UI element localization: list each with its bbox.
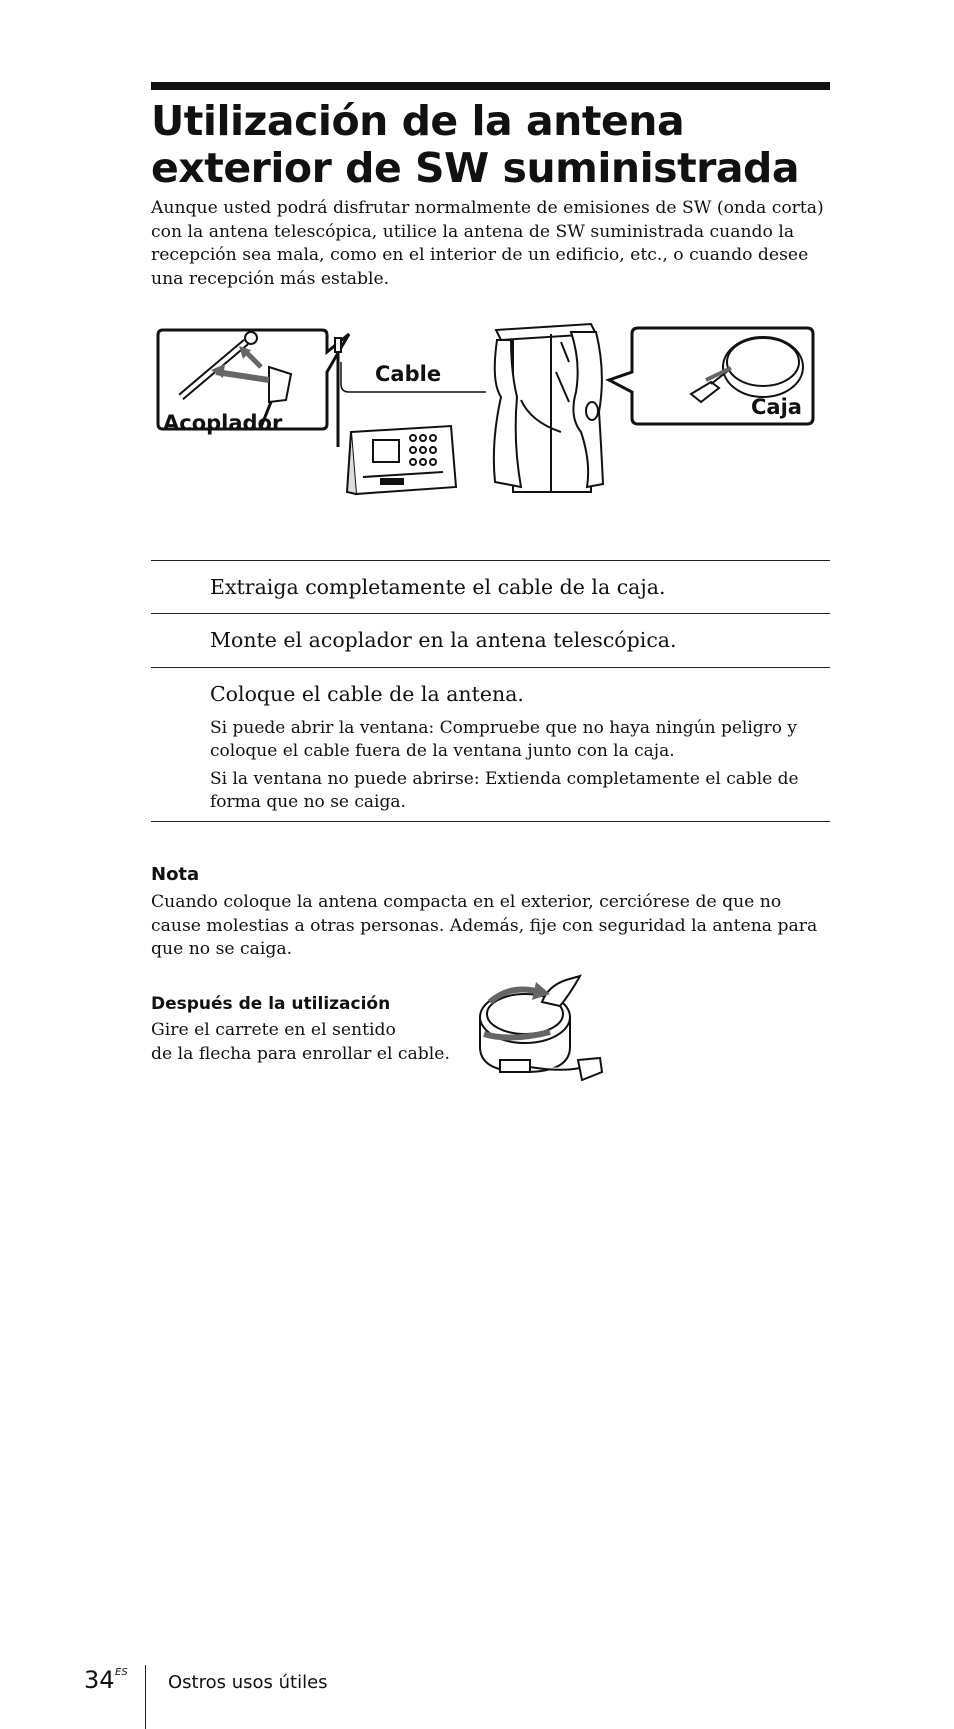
title-rule xyxy=(151,82,830,90)
section-name: Ostros usos útiles xyxy=(168,1672,328,1693)
page-language-suffix: ES xyxy=(115,1667,128,1678)
note-heading: Nota xyxy=(151,864,200,885)
step-divider xyxy=(151,821,830,822)
reel-wind-illustration xyxy=(470,972,610,1094)
step-divider xyxy=(151,560,830,561)
step-2-text: Monte el acoplador en la antena telescópica. xyxy=(210,628,677,652)
after-use-heading: Después de la utilización xyxy=(151,994,391,1014)
antenna-setup-illustration xyxy=(151,322,831,537)
cable-label: Cable xyxy=(375,362,442,386)
page-number: 34 xyxy=(84,1666,115,1694)
step-1-text: Extraiga completamente el cable de la caja. xyxy=(210,575,666,599)
footer-divider xyxy=(145,1665,146,1729)
step-3-detail-open: Si puede abrir la ventana: Compruebe que no haya ningún peligro y coloque el cable fuera de la ventana junto con la caja. xyxy=(210,718,798,761)
window-icon xyxy=(494,324,603,492)
box-label: Caja xyxy=(751,395,802,419)
step-3-detail-closed: Si la ventana no puede abrirse: Extienda completamente el cable de forma que no se caiga. xyxy=(210,769,799,812)
after-use-line-1: Gire el carrete en el sentido xyxy=(151,1020,396,1040)
step-divider xyxy=(151,613,830,614)
step-divider xyxy=(151,667,830,668)
page-title: Utilización de la antena exterior de SW suministrada xyxy=(151,97,800,192)
step-3-text: Coloque el cable de la antena. xyxy=(210,682,524,706)
coupler-label: Acoplador xyxy=(163,411,283,435)
intro-paragraph: Aunque usted podrá disfrutar normalmente de emisiones de SW (onda corta) con la antena telescópica, utilice la antena de SW suministrada cuando la recepción sea mala, como en el interior de un edificio, etc., o cuando desee una recepción más estable. xyxy=(151,198,824,289)
after-use-line-2: de la flecha para enrollar el cable. xyxy=(151,1044,450,1064)
note-text: Cuando coloque la antena compacta en el exterior, cerciórese de que no cause molestias a otras personas. Además, fije con seguridad la antena para que no se caiga. xyxy=(151,892,818,959)
